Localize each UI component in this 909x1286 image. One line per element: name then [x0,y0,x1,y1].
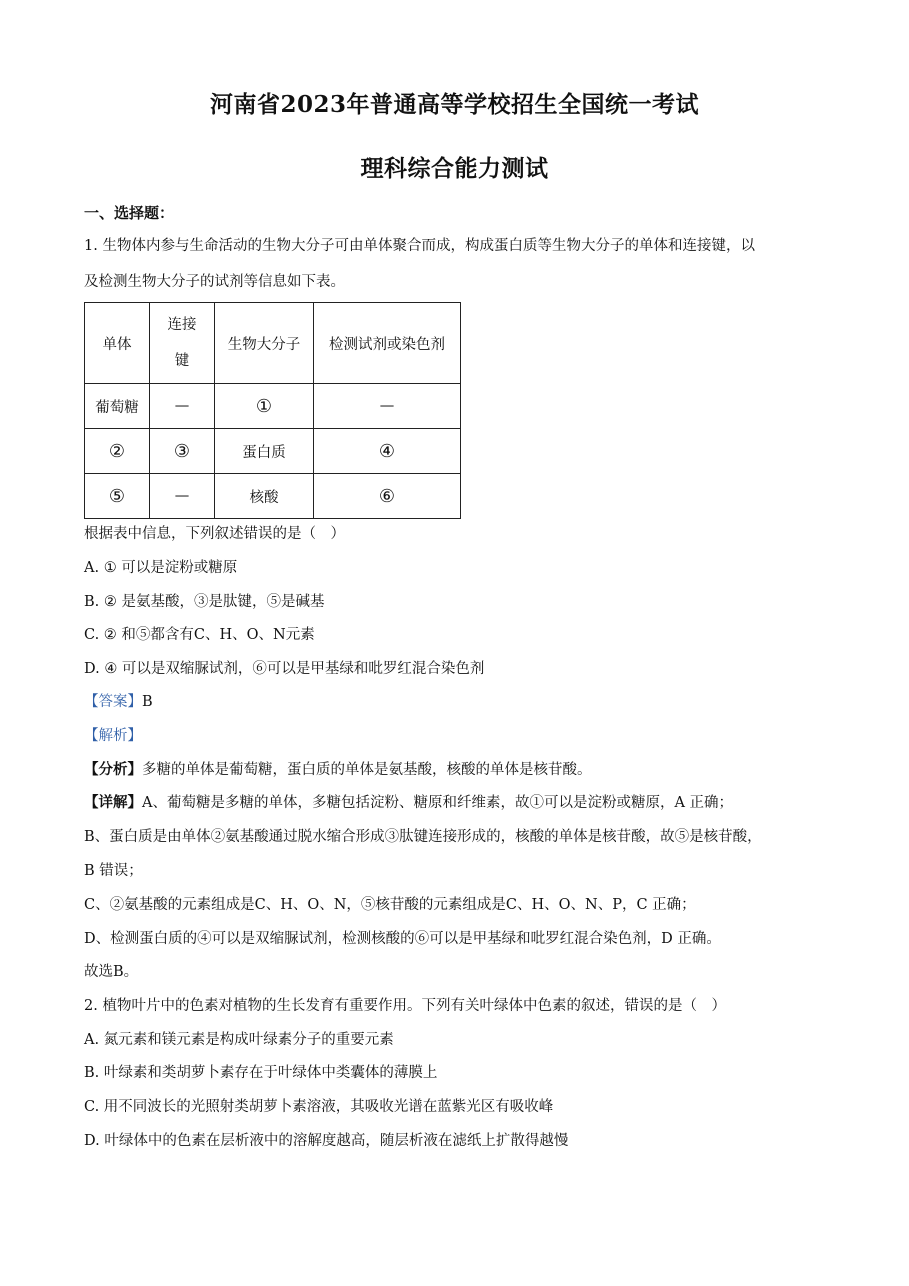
table-header-cell [150,303,215,384]
q1-info-table [84,302,461,519]
section-title: 一、选择题： [84,204,175,222]
q2-option-c: C. 用不同波长的光照射类胡萝卜素溶液，其吸收光谱在蓝紫光区有吸收峰 [84,1099,554,1115]
table-header-row [85,303,461,384]
table-header-cell: 生物大分子 [215,303,314,384]
q1-option-d: D. ④ 可以是双缩脲试剂，⑥可以是甲基绿和吡罗红混合染色剂 [84,661,485,677]
table-cell: ② [85,429,150,474]
table-cell: ⑤ [85,474,150,519]
q1-stem-line1: 1. 生物体内参与生命活动的生物大分子可由单体聚合而成，构成蛋白质等生物大分子的单体和连接键，以 [84,238,755,254]
q1-detail-line5: D、检测蛋白质的④可以是双缩脲试剂，检测核酸的⑥可以是甲基绿和吡罗红混合染色剂，D 正确。 [84,931,721,947]
q1-detail-line4: C、②氨基酸的元素组成是C、H、O、N，⑤核苷酸的元素组成是C、H、O、N、P，C 正确； [84,897,696,913]
table-cell: ④ [314,429,461,474]
table-header-cell: 检测试剂或染色剂 [314,303,461,384]
answer-value: B [142,694,153,710]
q1-question: 根据表中信息，下列叙述错误的是（ ） [84,526,345,542]
table-row [85,384,461,429]
q1-detail-line1 [84,793,733,813]
table-cell: — [150,384,215,429]
table-row [85,474,461,519]
table-cell: ① [215,384,314,429]
q1-option-c: C. ② 和⑤都含有C、H、O、N元素 [84,627,315,643]
q1-stem-line2: 及检测生物大分子的试剂等信息如下表。 [84,274,345,290]
q1-analysis [84,760,592,780]
q2-option-a: A. 氮元素和镁元素是构成叶绿素分子的重要元素 [84,1032,394,1048]
detail-label: 【详解】 [84,794,142,811]
q1-conclusion: 故选B。 [84,964,139,980]
table-cell: — [314,384,461,429]
table-header-text: 连接 [167,317,197,333]
table-header-cell: 单体 [85,303,150,384]
table-cell: 葡萄糖 [85,384,150,429]
exam-title: 河南省2023年普通高等学校招生全国统一考试 [209,91,699,118]
q2-option-b: B. 叶绿素和类胡萝卜素存在于叶绿体中类囊体的薄膜上 [84,1065,438,1081]
q1-answer [84,692,153,712]
answer-label: 【答案】 [84,694,142,710]
fenxi-text: 多糖的单体是葡萄糖，蛋白质的单体是氨基酸，核酸的单体是核苷酸。 [142,762,592,778]
table-cell: 蛋白质 [215,429,314,474]
q2-stem: 2. 植物叶片中的色素对植物的生长发育有重要作用。下列有关叶绿体中色素的叙述，错误的是（ ） [84,998,726,1014]
table-row [85,429,461,474]
fenxi-label: 【分析】 [84,761,142,778]
table-cell: ③ [150,429,215,474]
q1-detail-line3: B 错误； [84,863,143,879]
q1-option-b: B. ② 是氨基酸，③是肽键，⑤是碱基 [84,594,325,610]
detail-text: A、葡萄糖是多糖的单体，多糖包括淀粉、糖原和纤维素，故①可以是淀粉或糖原，A 正确； [142,795,734,811]
table-cell: 核酸 [215,474,314,519]
table-cell: — [150,474,215,519]
table-header-text: 键 [174,353,190,369]
q1-detail-line2: B、蛋白质是由单体②氨基酸通过脱水缩合形成③肽键连接形成的，核酸的单体是核苷酸，故⑤是核苷酸， [84,829,762,845]
q1-option-a: A. ① 可以是淀粉或糖原 [84,560,238,576]
analysis-label: 【解析】 [84,728,142,744]
q2-option-d: D. 叶绿体中的色素在层析液中的溶解度越高，随层析液在滤纸上扩散得越慢 [84,1133,569,1149]
exam-subtitle: 理科综合能力测试 [360,155,549,182]
table-cell: ⑥ [314,474,461,519]
